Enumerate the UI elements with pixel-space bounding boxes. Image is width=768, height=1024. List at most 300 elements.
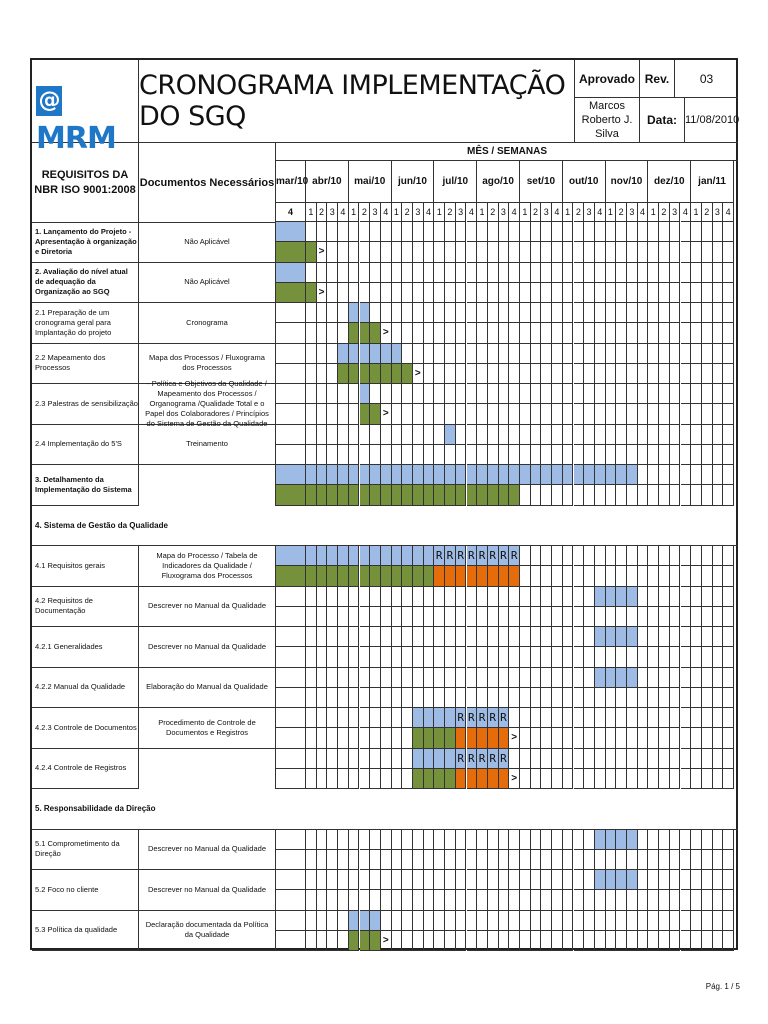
empty-cell	[509, 911, 520, 931]
empty-cell	[659, 627, 670, 647]
empty-cell	[424, 627, 435, 647]
empty-cell	[467, 911, 478, 931]
empty-cell	[306, 222, 317, 242]
empty-cell	[317, 830, 328, 850]
empty-cell	[520, 830, 531, 850]
empty-cell	[477, 668, 488, 688]
planned-cell	[606, 668, 617, 688]
empty-cell	[338, 890, 349, 910]
empty-cell	[574, 485, 585, 505]
empty-cell	[563, 769, 574, 789]
empty-cell	[520, 749, 531, 769]
empty-cell	[659, 485, 670, 505]
empty-cell	[424, 931, 435, 951]
week-label: 1	[434, 203, 445, 222]
empty-cell	[360, 728, 371, 748]
documents-header: Documentos Necessários	[139, 143, 276, 223]
empty-cell	[467, 647, 478, 667]
task-label: 4.2 Requisitos de Documentação	[32, 587, 139, 628]
empty-cell	[349, 587, 360, 607]
empty-cell	[349, 870, 360, 890]
empty-cell	[370, 222, 381, 242]
rescheduled-cell	[488, 566, 499, 586]
empty-cell	[681, 222, 692, 242]
progress-arrow-icon: >	[413, 364, 424, 384]
empty-cell	[413, 627, 424, 647]
empty-cell	[702, 890, 713, 910]
empty-cell	[541, 728, 552, 748]
empty-cell	[317, 749, 328, 769]
planned-cell	[349, 344, 360, 364]
empty-cell	[276, 303, 306, 323]
empty-cell	[392, 830, 403, 850]
empty-cell	[276, 364, 306, 384]
empty-cell	[381, 627, 392, 647]
empty-cell	[360, 769, 371, 789]
empty-cell	[370, 303, 381, 323]
planned-cell	[595, 587, 606, 607]
completed-cell	[434, 728, 445, 748]
empty-cell	[360, 668, 371, 688]
empty-cell	[424, 303, 435, 323]
rescheduled-cell	[499, 769, 510, 789]
empty-cell	[445, 283, 456, 303]
empty-cell	[327, 708, 338, 728]
empty-cell	[424, 242, 435, 262]
empty-cell	[574, 364, 585, 384]
empty-cell	[584, 728, 595, 748]
empty-cell	[413, 830, 424, 850]
empty-cell	[713, 607, 724, 627]
completed-cell	[306, 242, 317, 262]
empty-cell	[563, 870, 574, 890]
empty-cell	[317, 668, 328, 688]
empty-cell	[456, 404, 467, 424]
completed-cell	[349, 566, 360, 586]
empty-cell	[445, 222, 456, 242]
empty-cell	[381, 425, 392, 445]
week-label: 1	[563, 203, 574, 222]
empty-cell	[681, 708, 692, 728]
planned-cell	[338, 546, 349, 566]
empty-cell	[317, 647, 328, 667]
empty-cell	[541, 870, 552, 890]
empty-cell	[360, 263, 371, 283]
empty-cell	[659, 708, 670, 728]
empty-cell	[276, 425, 306, 445]
empty-cell	[606, 708, 617, 728]
empty-cell	[541, 364, 552, 384]
empty-cell	[595, 607, 606, 627]
empty-cell	[702, 749, 713, 769]
empty-cell	[638, 769, 649, 789]
planned-cell	[595, 830, 606, 850]
empty-cell	[276, 668, 306, 688]
empty-cell	[477, 425, 488, 445]
empty-cell	[723, 263, 734, 283]
empty-cell	[509, 850, 520, 870]
empty-cell	[691, 911, 702, 931]
empty-cell	[563, 688, 574, 708]
empty-cell	[477, 404, 488, 424]
empty-cell	[713, 465, 724, 485]
completed-cell	[370, 566, 381, 586]
week-label: 3	[327, 203, 338, 222]
empty-cell	[552, 323, 563, 343]
empty-cell	[552, 283, 563, 303]
empty-cell	[541, 242, 552, 262]
empty-cell	[659, 445, 670, 465]
planned-cell	[392, 465, 403, 485]
empty-cell	[445, 668, 456, 688]
empty-cell	[467, 323, 478, 343]
empty-cell	[702, 404, 713, 424]
empty-cell	[563, 850, 574, 870]
empty-cell	[606, 364, 617, 384]
empty-cell	[563, 668, 574, 688]
empty-cell	[595, 647, 606, 667]
empty-cell	[520, 607, 531, 627]
empty-cell	[616, 364, 627, 384]
empty-cell	[574, 850, 585, 870]
month-label: mai/10	[349, 161, 392, 203]
empty-cell	[424, 425, 435, 445]
empty-cell	[627, 364, 638, 384]
empty-cell	[520, 688, 531, 708]
empty-cell	[477, 587, 488, 607]
empty-cell	[338, 668, 349, 688]
empty-cell	[638, 364, 649, 384]
empty-cell	[381, 587, 392, 607]
empty-cell	[681, 870, 692, 890]
week-label: 3	[456, 203, 467, 222]
empty-cell	[338, 830, 349, 850]
planned-cell	[531, 465, 542, 485]
completed-cell	[276, 242, 306, 262]
planned-cell: R	[467, 546, 478, 566]
empty-cell	[424, 911, 435, 931]
empty-cell	[670, 890, 681, 910]
empty-cell	[659, 283, 670, 303]
empty-cell	[477, 323, 488, 343]
empty-cell	[702, 222, 713, 242]
empty-cell	[349, 607, 360, 627]
empty-cell	[467, 688, 478, 708]
rescheduled-cell	[456, 728, 467, 748]
empty-cell	[552, 303, 563, 323]
empty-cell	[670, 242, 681, 262]
empty-cell	[276, 728, 306, 748]
empty-cell	[584, 708, 595, 728]
empty-cell	[488, 830, 499, 850]
empty-cell	[541, 890, 552, 910]
empty-cell	[477, 263, 488, 283]
empty-cell	[638, 850, 649, 870]
empty-cell	[595, 364, 606, 384]
empty-cell	[670, 404, 681, 424]
empty-cell	[595, 850, 606, 870]
task-label: 5.1 Comprometimento da Direção	[32, 830, 139, 871]
empty-cell	[434, 911, 445, 931]
empty-cell	[702, 384, 713, 404]
empty-cell	[413, 384, 424, 404]
empty-cell	[702, 323, 713, 343]
empty-cell	[317, 728, 328, 748]
empty-cell	[659, 303, 670, 323]
empty-cell	[531, 303, 542, 323]
empty-cell	[606, 485, 617, 505]
empty-cell	[306, 728, 317, 748]
empty-cell	[638, 546, 649, 566]
empty-cell	[627, 384, 638, 404]
empty-cell	[563, 566, 574, 586]
empty-cell	[606, 890, 617, 910]
empty-cell	[659, 404, 670, 424]
section-heading: 4. Sistema de Gestão da Qualidade	[32, 506, 738, 547]
empty-cell	[574, 425, 585, 445]
empty-cell	[702, 465, 713, 485]
empty-cell	[392, 587, 403, 607]
planned-cell	[477, 465, 488, 485]
rescheduled-cell	[499, 728, 510, 748]
empty-cell	[638, 384, 649, 404]
empty-cell	[392, 323, 403, 343]
empty-cell	[488, 850, 499, 870]
empty-cell	[606, 222, 617, 242]
empty-cell	[638, 566, 649, 586]
completed-cell	[360, 566, 371, 586]
task-document: Procedimento de Controle de Documentos e Registros	[139, 708, 276, 749]
empty-cell	[317, 769, 328, 789]
rescheduled-cell	[477, 566, 488, 586]
empty-cell	[276, 931, 306, 951]
empty-cell	[531, 587, 542, 607]
empty-cell	[434, 931, 445, 951]
empty-cell	[520, 283, 531, 303]
completed-cell	[370, 364, 381, 384]
planned-cell: R	[467, 749, 478, 769]
completed-cell	[360, 485, 371, 505]
empty-cell	[276, 749, 306, 769]
empty-cell	[584, 870, 595, 890]
empty-cell	[616, 222, 627, 242]
task-label: 4.2.4 Controle de Registros	[32, 749, 139, 790]
empty-cell	[499, 404, 510, 424]
empty-cell	[520, 728, 531, 748]
empty-cell	[531, 263, 542, 283]
empty-cell	[499, 263, 510, 283]
empty-cell	[691, 607, 702, 627]
empty-cell	[541, 627, 552, 647]
rescheduled-cell	[477, 769, 488, 789]
empty-cell	[648, 303, 659, 323]
empty-cell	[627, 546, 638, 566]
completed-cell	[327, 566, 338, 586]
empty-cell	[509, 870, 520, 890]
empty-cell	[595, 566, 606, 586]
empty-cell	[509, 445, 520, 465]
progress-arrow-icon: >	[317, 283, 328, 303]
empty-cell	[627, 404, 638, 424]
empty-cell	[723, 242, 734, 262]
empty-cell	[616, 749, 627, 769]
empty-cell	[563, 587, 574, 607]
empty-cell	[413, 344, 424, 364]
empty-cell	[402, 222, 413, 242]
planned-cell	[306, 546, 317, 566]
empty-cell	[276, 384, 306, 404]
empty-cell	[360, 850, 371, 870]
empty-cell	[327, 242, 338, 262]
empty-cell	[509, 344, 520, 364]
planned-cell	[627, 587, 638, 607]
week-label: 3	[713, 203, 724, 222]
month-label: jul/10	[434, 161, 477, 203]
empty-cell	[509, 708, 520, 728]
empty-cell	[327, 850, 338, 870]
completed-cell	[413, 485, 424, 505]
planned-cell	[327, 465, 338, 485]
empty-cell	[509, 283, 520, 303]
empty-cell	[413, 890, 424, 910]
empty-cell	[595, 404, 606, 424]
empty-cell	[552, 749, 563, 769]
empty-cell	[681, 242, 692, 262]
week-label: 4	[467, 203, 478, 222]
empty-cell	[670, 263, 681, 283]
empty-cell	[424, 688, 435, 708]
empty-cell	[638, 445, 649, 465]
completed-cell	[477, 485, 488, 505]
empty-cell	[531, 850, 542, 870]
empty-cell	[520, 911, 531, 931]
empty-cell	[552, 668, 563, 688]
empty-cell	[541, 485, 552, 505]
empty-cell	[627, 931, 638, 951]
empty-cell	[381, 769, 392, 789]
empty-cell	[659, 688, 670, 708]
planned-cell	[306, 465, 317, 485]
planned-cell: R	[445, 546, 456, 566]
empty-cell	[638, 668, 649, 688]
empty-cell	[638, 830, 649, 850]
empty-cell	[670, 465, 681, 485]
empty-cell	[349, 425, 360, 445]
empty-cell	[723, 465, 734, 485]
empty-cell	[276, 890, 306, 910]
empty-cell	[584, 263, 595, 283]
empty-cell	[563, 830, 574, 850]
empty-cell	[627, 263, 638, 283]
empty-cell	[456, 931, 467, 951]
empty-cell	[552, 627, 563, 647]
planned-cell	[627, 870, 638, 890]
empty-cell	[541, 587, 552, 607]
empty-cell	[402, 425, 413, 445]
empty-cell	[563, 931, 574, 951]
empty-cell	[638, 627, 649, 647]
empty-cell	[327, 222, 338, 242]
empty-cell	[670, 485, 681, 505]
empty-cell	[691, 485, 702, 505]
empty-cell	[584, 344, 595, 364]
empty-cell	[477, 384, 488, 404]
completed-cell	[370, 404, 381, 424]
empty-cell	[723, 911, 734, 931]
empty-cell	[606, 911, 617, 931]
planned-cell	[360, 911, 371, 931]
empty-cell	[616, 566, 627, 586]
empty-cell	[595, 749, 606, 769]
empty-cell	[434, 404, 445, 424]
empty-cell	[713, 769, 724, 789]
empty-cell	[467, 263, 478, 283]
empty-cell	[338, 445, 349, 465]
empty-cell	[616, 850, 627, 870]
week-label: 1	[349, 203, 360, 222]
completed-cell	[413, 728, 424, 748]
planned-cell	[606, 830, 617, 850]
planned-cell	[595, 870, 606, 890]
empty-cell	[648, 728, 659, 748]
empty-cell	[552, 607, 563, 627]
empty-cell	[338, 688, 349, 708]
empty-cell	[702, 870, 713, 890]
empty-cell	[338, 931, 349, 951]
empty-cell	[691, 870, 702, 890]
empty-cell	[691, 303, 702, 323]
empty-cell	[595, 769, 606, 789]
completed-cell	[424, 566, 435, 586]
empty-cell	[360, 607, 371, 627]
empty-cell	[681, 323, 692, 343]
week-label: 2	[702, 203, 713, 222]
rescheduled-cell	[445, 566, 456, 586]
empty-cell	[563, 607, 574, 627]
empty-cell	[691, 668, 702, 688]
empty-cell	[499, 587, 510, 607]
empty-cell	[574, 870, 585, 890]
empty-cell	[648, 931, 659, 951]
empty-cell	[713, 263, 724, 283]
empty-cell	[584, 769, 595, 789]
empty-cell	[670, 911, 681, 931]
empty-cell	[413, 688, 424, 708]
empty-cell	[541, 384, 552, 404]
empty-cell	[306, 911, 317, 931]
empty-cell	[691, 465, 702, 485]
date-label: Data:	[640, 98, 685, 143]
empty-cell	[349, 242, 360, 262]
planned-cell	[456, 465, 467, 485]
task-document	[139, 749, 276, 790]
empty-cell	[595, 546, 606, 566]
empty-cell	[370, 445, 381, 465]
empty-cell	[434, 323, 445, 343]
empty-cell	[306, 647, 317, 667]
empty-cell	[627, 708, 638, 728]
week-label: 3	[627, 203, 638, 222]
empty-cell	[317, 607, 328, 627]
empty-cell	[648, 830, 659, 850]
empty-cell	[702, 627, 713, 647]
empty-cell	[648, 445, 659, 465]
planned-cell	[381, 546, 392, 566]
empty-cell	[424, 283, 435, 303]
task-document: Descrever no Manual da Qualidade	[139, 627, 276, 668]
empty-cell	[670, 546, 681, 566]
empty-cell	[434, 263, 445, 283]
